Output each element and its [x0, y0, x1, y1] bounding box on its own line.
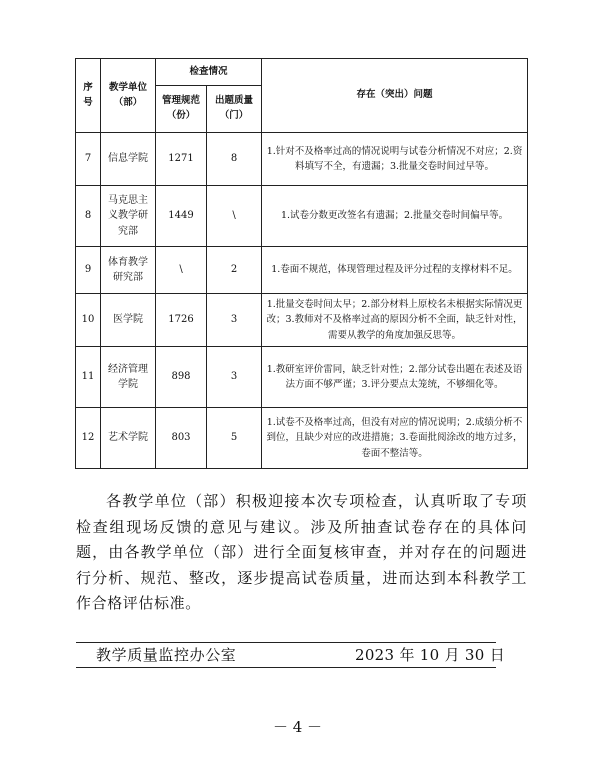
table-row — [76, 133, 528, 186]
cell-quality: \ — [207, 186, 262, 247]
cell-mgmt: 1449 — [156, 186, 207, 247]
cell-issues: 1.试卷分数更改签名有遗漏；2.批量交卷时间偏早等。 — [262, 186, 528, 247]
header-no: 序号 — [76, 59, 101, 133]
table-row — [76, 247, 528, 294]
table-row — [76, 347, 528, 408]
header-mgmt: 管理规范（份） — [156, 86, 207, 133]
issue-date: 2023 年 10 月 30 日 — [355, 646, 505, 664]
cell-quality: 2 — [207, 247, 262, 294]
table-row — [76, 294, 528, 347]
cell-no: 7 — [76, 133, 101, 186]
cell-unit: 医学院 — [101, 294, 156, 347]
cell-quality: 8 — [207, 133, 262, 186]
header-unit: 教学单位（部） — [101, 59, 156, 133]
cell-unit: 马克思主义教学研究部 — [101, 186, 156, 247]
cell-quality: 3 — [207, 294, 262, 347]
cell-no: 9 — [76, 247, 101, 294]
cell-unit: 艺术学院 — [101, 408, 156, 469]
table-row — [76, 186, 528, 247]
cell-issues: 1.卷面不规范，体现管理过程及评分过程的支撑材料不足。 — [262, 247, 528, 294]
cell-no: 11 — [76, 347, 101, 408]
cell-no: 12 — [76, 408, 101, 469]
cell-no: 8 — [76, 186, 101, 247]
cell-issues: 1.批量交卷时间太早；2.部分材料上原校名未根据实际情况更改；3.教师对不及格率过高的原因分析不全面，缺乏针对性，需要从教学的角度加强反思等。 — [262, 294, 528, 347]
cell-mgmt: 803 — [156, 408, 207, 469]
header-quality: 出题质量（门） — [207, 86, 262, 133]
cell-no: 10 — [76, 294, 101, 347]
page-number: － 4 － — [272, 718, 323, 736]
cell-quality: 5 — [207, 408, 262, 469]
issuing-office: 教学质量监控办公室 — [96, 646, 237, 664]
cell-issues: 1.教研室评价雷同，缺乏针对性；2.部分试卷出题在表述及语法方面不够严谨；3.评分要点太笼统，不够细化等。 — [262, 347, 528, 408]
cell-mgmt: 898 — [156, 347, 207, 408]
table-row — [76, 408, 528, 469]
inspection-table — [75, 58, 528, 469]
cell-issues: 1.试卷不及格率过高，但没有对应的情况说明；2.成绩分析不到位，且缺少对应的改进措施；3.卷面批阅涂改的地方过多，卷面不整洁等。 — [262, 408, 528, 469]
cell-unit: 经济管理学院 — [101, 347, 156, 408]
cell-mgmt: 1726 — [156, 294, 207, 347]
footer-rule-bottom — [76, 667, 496, 668]
footer-rule-top — [76, 642, 496, 643]
cell-quality: 3 — [207, 347, 262, 408]
cell-issues: 1.针对不及格率过高的情况说明与试卷分析情况不对应；2.资料填写不全，有遗漏；3.批量交卷时间过早等。 — [262, 133, 528, 186]
body-paragraph: 各教学单位（部）积极迎接本次专项检查，认真听取了专项检查组现场反馈的意见与建议。涉及所抽查试卷存在的具体问题，由各教学单位（部）进行全面复核审查，并对存在的问题进行分析、规范、整改，逐步提高试卷质量，进而达到本科教学工作合格评估标准。 — [76, 492, 527, 612]
cell-mgmt: 1271 — [156, 133, 207, 186]
table-header-row — [76, 59, 528, 86]
cell-unit: 信息学院 — [101, 133, 156, 186]
header-inspection: 检查情况 — [156, 59, 262, 86]
cell-unit: 体育教学研究部 — [101, 247, 156, 294]
header-issues: 存在（突出）问题 — [262, 59, 528, 133]
cell-mgmt: \ — [156, 247, 207, 294]
